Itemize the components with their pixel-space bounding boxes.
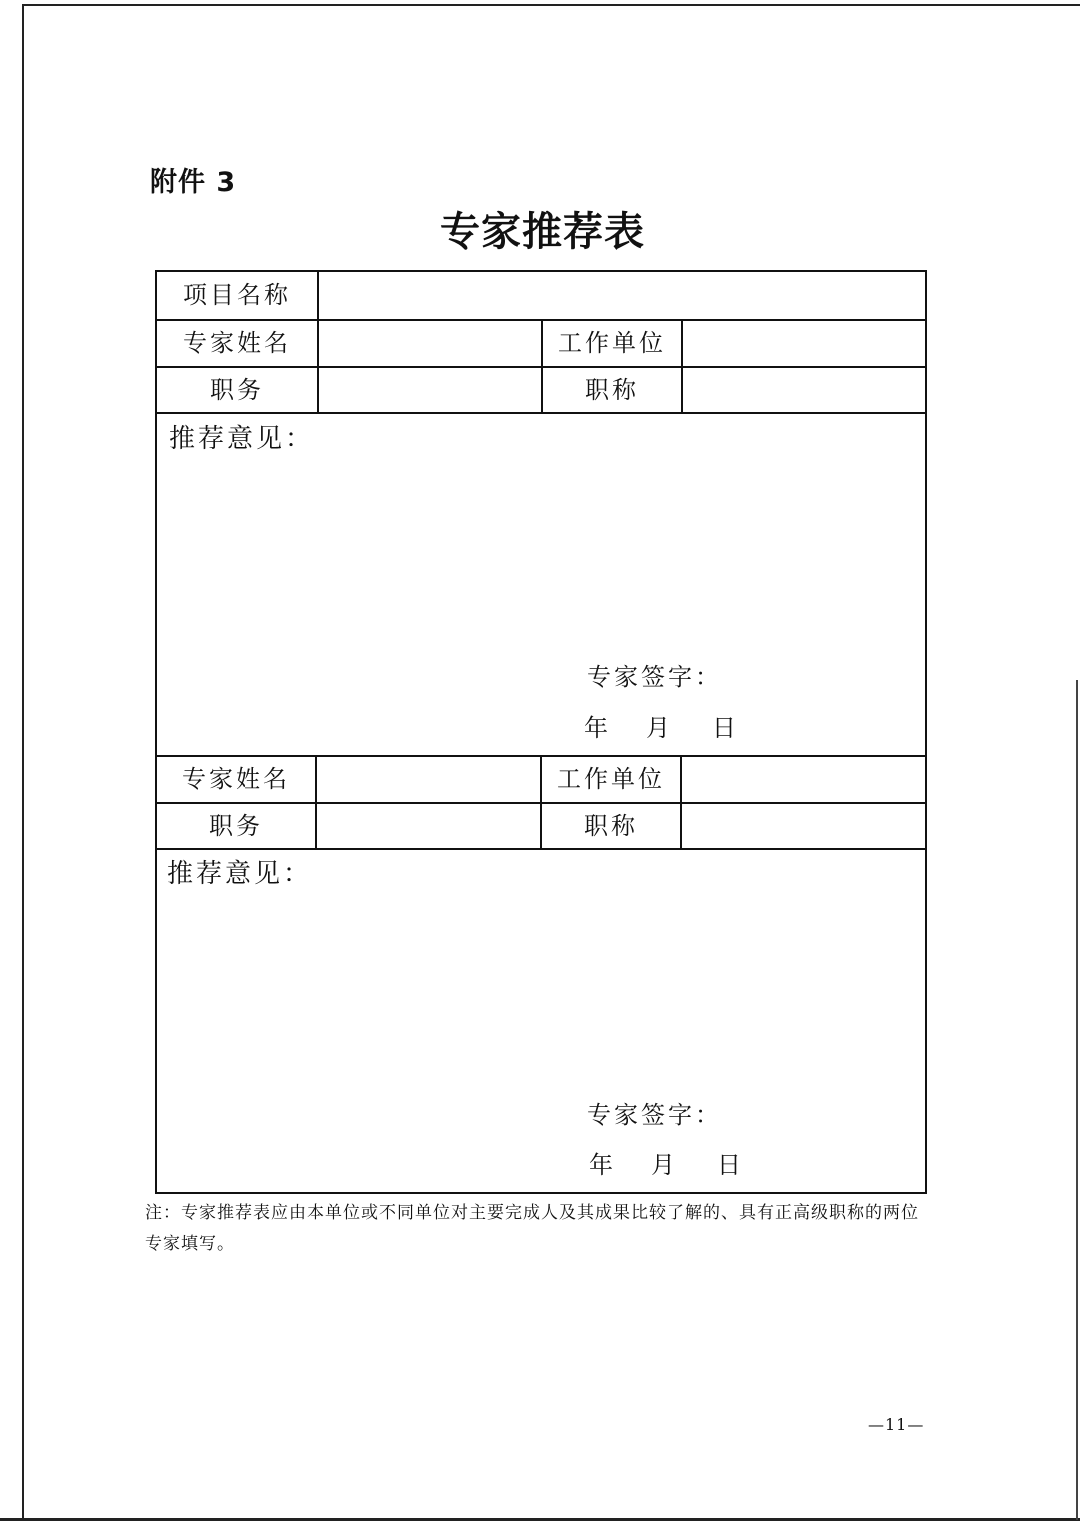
project-name-label: 项目名称 xyxy=(183,281,291,309)
expert-1-signature-label: 专家签字： xyxy=(587,663,722,691)
expert-2-name-field[interactable] xyxy=(317,757,540,801)
expert-1-position-field[interactable] xyxy=(319,368,541,412)
expert-1-title-field[interactable] xyxy=(683,368,923,412)
expert-2-opinion-label: 推荐意见： xyxy=(167,859,313,889)
expert-1-opinion-label: 推荐意见： xyxy=(169,424,315,454)
expert-2-opinion-area[interactable] xyxy=(167,894,913,1084)
expert-2-title-field[interactable] xyxy=(682,804,923,848)
scan-border-right xyxy=(1076,680,1078,1520)
expert-2-work-unit-field[interactable] xyxy=(682,757,923,801)
expert-2-day-label: 日 xyxy=(717,1151,741,1179)
expert-2-position-field[interactable] xyxy=(317,804,540,848)
expert-1-work-unit-label: 工作单位 xyxy=(558,329,666,357)
attachment-label: 附件 3 xyxy=(150,167,237,198)
scan-border-bottom xyxy=(0,1518,1080,1521)
expert-1-month-label: 月 xyxy=(646,714,670,742)
expert-2-name-label: 专家姓名 xyxy=(182,765,290,793)
expert-2-month-label: 月 xyxy=(651,1151,675,1179)
expert-2-year-label: 年 xyxy=(589,1151,613,1179)
expert-2-title-label: 职称 xyxy=(584,812,638,840)
page-title: 专家推荐表 xyxy=(440,208,645,255)
expert-1-opinion-area[interactable] xyxy=(169,458,913,648)
expert-1-name-label: 专家姓名 xyxy=(183,329,291,357)
expert-1-work-unit-field[interactable] xyxy=(683,321,923,365)
expert-1-title-label: 职称 xyxy=(585,376,639,404)
scan-border-top xyxy=(22,4,1080,6)
expert-recommendation-table xyxy=(155,270,927,1194)
expert-1-position-label: 职务 xyxy=(210,376,264,404)
footnote: 注：专家推荐表应由本单位或不同单位对主要完成人及其成果比较了解的、具有正高级职称的两位专家填写。 xyxy=(145,1203,919,1254)
expert-1-day-label: 日 xyxy=(712,714,736,742)
page-number: —11— xyxy=(868,1415,925,1434)
expert-1-year-label: 年 xyxy=(584,714,608,742)
expert-1-name-field[interactable] xyxy=(319,321,541,365)
expert-2-work-unit-label: 工作单位 xyxy=(557,765,665,793)
expert-2-signature-label: 专家签字： xyxy=(587,1101,722,1129)
expert-2-position-label: 职务 xyxy=(209,812,263,840)
project-name-field[interactable] xyxy=(319,273,923,317)
